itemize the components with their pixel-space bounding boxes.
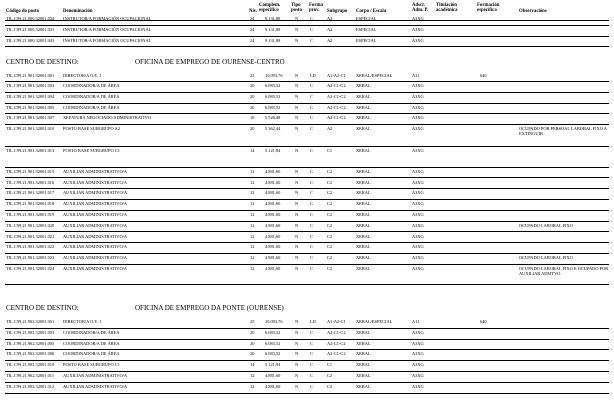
- cell-complemento: 6.083,52: [265, 104, 281, 110]
- cell-nivel: 12: [250, 211, 255, 217]
- row-divider: [5, 284, 609, 285]
- table-row: [0, 340, 614, 351]
- cell-codigo: TIL.C99.21.901.32001.017: [6, 190, 55, 196]
- cell-codigo: TIL.C99.21.902.32001.011: [6, 373, 55, 378]
- table-row: [0, 200, 614, 211]
- cell-complemento: 6.083,52: [265, 93, 281, 99]
- cell-codigo: TIL.C99.21.901.32001.021: [6, 233, 55, 239]
- table-row: [0, 37, 614, 48]
- cell-corpo: XERAL: [356, 201, 371, 207]
- cell-forma: C: [310, 329, 313, 335]
- cell-denom: POSTO BASE SUBGRUPO A2: [63, 126, 120, 132]
- cell-tipo: N: [295, 83, 299, 88]
- cell-adscr: A3XG: [412, 211, 424, 217]
- cell-denom: INSTRUTOR/A FORMACIÓN OCUPACIONAL: [63, 16, 152, 21]
- cell-nivel: 12: [250, 265, 255, 271]
- cell-corpo: XERAL: [356, 265, 371, 271]
- cell-subgrupo: C1: [327, 362, 333, 368]
- cell-codigo: TIL.C99.21.902.32001.005: [6, 340, 55, 346]
- table-row: [0, 82, 614, 93]
- cell-denom: AUXILIAR ADMINISTRATIVO/A: [63, 383, 128, 389]
- cell-forma: C: [310, 351, 313, 357]
- cell-complemento: 4.881,60: [265, 255, 281, 261]
- cell-corpo: XERAL: [356, 373, 371, 378]
- cell-subgrupo: A2: [327, 16, 333, 21]
- cell-forma: C: [310, 179, 313, 185]
- cell-adscr: A3XG: [412, 233, 424, 239]
- cell-tipo: N: [295, 168, 299, 174]
- cell-tipo: N: [295, 244, 299, 250]
- cell-subgrupo: C2: [327, 222, 333, 228]
- header-complemento: Complem. específico: [259, 3, 281, 14]
- cell-corpo: ESPECIAL: [356, 16, 377, 21]
- cell-adscr: A3XG: [412, 351, 424, 357]
- table-row: [0, 125, 614, 147]
- cell-nivel: 25: [250, 73, 255, 78]
- cell-complemento: 5.121,84: [265, 362, 281, 368]
- cell-nivel: 12: [250, 179, 255, 185]
- cell-denom: DIRECTOR/A O.E. 1: [63, 319, 102, 324]
- cell-codigo: TIL.C99.21.901.32001.016: [6, 179, 55, 185]
- table-row: [0, 104, 614, 115]
- cell-forma: C: [310, 104, 313, 110]
- cell-subgrupo: C2: [327, 373, 333, 378]
- cell-complemento: 4.881,60: [265, 190, 281, 196]
- cell-subgrupo: A2-C1-C2: [327, 104, 346, 110]
- header-adscricion: Adscr. Adm. P.: [412, 3, 429, 14]
- table-row: [0, 243, 614, 254]
- cell-adscr: A3XG: [412, 244, 424, 250]
- cell-complemento: 4.881,60: [265, 211, 281, 217]
- cell-denom: AUXILIAR ADMINISTRATIVO/A: [63, 201, 128, 207]
- cell-nivel: 12: [250, 244, 255, 250]
- cell-denom: AUXILIAR ADMINISTRATIVO/A: [63, 265, 128, 271]
- cell-complemento: 9.131,88: [265, 37, 281, 43]
- header-denominacion: Denominación: [63, 9, 93, 14]
- cell-denom: AUXILIAR ADMINISTRATIVO/A: [63, 211, 128, 217]
- cell-codigo: TIL.C99.21.902.32001.003: [6, 329, 55, 335]
- cell-tipo: N: [295, 373, 299, 378]
- cell-complemento: 4.881,60: [265, 201, 281, 207]
- cell-complemento: 4.881,60: [265, 168, 281, 174]
- table-row: [0, 168, 614, 179]
- cell-corpo: XERAL: [356, 147, 371, 153]
- cell-codigo: TIL.C99.21.901.32001.023: [6, 255, 55, 261]
- cell-tipo: N: [295, 340, 299, 346]
- cell-forma: C: [310, 168, 313, 174]
- cell-codigo: TIL.C99.21.902.32001.006: [6, 351, 55, 357]
- centro-label: CENTRO DE DESTINO:: [6, 304, 79, 312]
- cell-codigo: TIL.C99.21.901.32001.007: [6, 115, 55, 121]
- cell-nivel: 24: [250, 26, 255, 32]
- table-row: [0, 265, 614, 285]
- cell-adscr: A3XG: [412, 190, 424, 196]
- cell-complemento: 6.083,52: [265, 329, 281, 335]
- cell-nivel: 20: [250, 329, 255, 335]
- cell-forma: LD: [310, 319, 316, 324]
- cell-subgrupo: C2: [327, 265, 333, 271]
- table-row: [0, 361, 614, 372]
- header-observaciones: Observacións: [519, 9, 547, 14]
- cell-complemento: 4.881,60: [265, 244, 281, 250]
- cell-forma: C: [310, 83, 313, 88]
- table-row: [0, 350, 614, 361]
- cell-forma: C: [310, 201, 313, 207]
- cell-tipo: N: [295, 16, 299, 21]
- cell-corpo: XERAL: [356, 233, 371, 239]
- centro-name: OFICINA DE EMPREGO DE OURENSE-CENTRO: [135, 58, 285, 66]
- cell-subgrupo: A2-C1-C2: [327, 115, 346, 121]
- cell-adscr: A3XG: [412, 222, 424, 228]
- cell-complemento: 10.093,76: [265, 73, 283, 78]
- cell-tipo: N: [295, 255, 299, 261]
- cell-denom: COORDINADOR/A DE ÁREA: [63, 329, 120, 335]
- cell-tipo: N: [295, 319, 299, 324]
- cell-denom: COORDINADOR/A DE ÁREA: [63, 104, 120, 110]
- cell-denom: COORDINADOR/A DE ÁREA: [63, 93, 120, 99]
- table-row: [0, 114, 614, 125]
- cell-subgrupo: A2-C1-C2: [327, 93, 346, 99]
- header-corpo: Corpo / Escala: [356, 9, 387, 14]
- cell-nivel: 20: [250, 351, 255, 357]
- cell-adscr: A3XG: [412, 168, 424, 174]
- cell-complemento: 4.881,60: [265, 179, 281, 185]
- cell-forma: C: [310, 16, 313, 21]
- cell-nivel: 12: [250, 222, 255, 228]
- cell-codigo: TIL.C99.21.000.32001.041: [6, 26, 55, 32]
- cell-denom: AUXILIAR ADMINISTRATIVO/A: [63, 244, 128, 250]
- cell-subgrupo: A2: [327, 37, 333, 43]
- cell-codigo: TIL.C99.21.901.32001.020: [6, 222, 55, 228]
- table-row: [0, 329, 614, 340]
- cell-subgrupo: C2: [327, 190, 333, 196]
- cell-corpo: ESPECIAL: [356, 26, 377, 32]
- cell-adscr: A3XG: [412, 201, 424, 207]
- cell-tipo: N: [295, 93, 299, 99]
- cell-corpo: XERAL: [356, 83, 371, 88]
- cell-denom: AUXILIAR ADMINISTRATIVO/A: [63, 233, 128, 239]
- cell-codigo: TIL.C99.21.902.32001.010: [6, 362, 55, 368]
- cell-forma: C: [310, 37, 313, 43]
- cell-complemento: 9.131,88: [265, 26, 281, 32]
- cell-subgrupo: C2: [327, 179, 333, 185]
- cell-forma: C: [310, 115, 313, 121]
- header-formacion: Formación específica: [477, 3, 500, 14]
- cell-nivel: 12: [250, 168, 255, 174]
- cell-corpo: XERAL/ESPECIAL: [356, 319, 393, 324]
- cell-corpo: XERAL: [356, 211, 371, 217]
- cell-complemento: 6.083,52: [265, 83, 281, 88]
- cell-complemento: 5.362,44: [265, 126, 281, 132]
- cell-forma: C: [310, 126, 313, 132]
- table-row: [0, 179, 614, 190]
- header-nivel: Nív.: [249, 9, 258, 14]
- cell-adscr: A3XG: [412, 26, 424, 32]
- cell-corpo: XERAL: [356, 190, 371, 196]
- cell-nivel: 20: [250, 83, 255, 88]
- cell-formacion: 640: [480, 319, 487, 324]
- cell-codigo: TIL.C99.21.902.32001.012: [6, 383, 55, 389]
- cell-adscr: A3XG: [412, 373, 424, 378]
- cell-subgrupo: A2-C1-C2: [327, 340, 346, 346]
- cell-forma: C: [310, 26, 313, 32]
- cell-denom: POSTO BASE SUBGRUPO C1: [63, 147, 120, 153]
- cell-forma: C: [310, 340, 313, 346]
- cell-codigo: TIL.C99.21.901.32001.003: [6, 83, 55, 88]
- cell-subgrupo: C1: [327, 147, 333, 153]
- table-row: [0, 254, 614, 265]
- cell-adscr: A3XG: [412, 37, 424, 43]
- cell-forma: LD: [310, 73, 316, 78]
- cell-tipo: N: [295, 329, 299, 335]
- cell-codigo: TIL.C99.21.000.32001.034: [6, 16, 55, 21]
- cell-obs: OCUPADO LABORAL FIXO E OCUPADO POR AUXILIAR ADMTVO.: [519, 265, 609, 276]
- cell-denom: DIRECTOR/A O.E. 1: [63, 73, 102, 78]
- cell-forma: C: [310, 222, 313, 228]
- cell-corpo: XERAL: [356, 222, 371, 228]
- cell-tipo: N: [295, 179, 299, 185]
- cell-codigo: TIL.C99.21.902.32001.001: [6, 319, 55, 324]
- cell-codigo: TIL.C99.21.901.32001.019: [6, 211, 55, 217]
- table-row: [0, 93, 614, 104]
- table-row: [0, 189, 614, 200]
- cell-subgrupo: A2-C1-C2: [327, 351, 346, 357]
- cell-corpo: XERAL: [356, 351, 371, 357]
- cell-tipo: N: [295, 222, 299, 228]
- cell-tipo: N: [295, 115, 299, 121]
- cell-denom: AUXILIAR ADMINISTRATIVO/A: [63, 373, 128, 378]
- cell-nivel: 24: [250, 16, 255, 21]
- cell-tipo: N: [295, 383, 299, 389]
- centro-destino-heading: [5, 58, 609, 70]
- cell-corpo: XERAL: [356, 93, 371, 99]
- cell-corpo: XERAL: [356, 244, 371, 250]
- cell-forma: C: [310, 233, 313, 239]
- cell-adscr: A3XG: [412, 255, 424, 261]
- cell-nivel: 20: [250, 340, 255, 346]
- cell-complemento: 6.083,52: [265, 340, 281, 346]
- cell-nivel: 20: [250, 104, 255, 110]
- cell-nivel: 12: [250, 190, 255, 196]
- cell-adscr: A3XG: [412, 265, 424, 271]
- cell-denom: INSTRUTOR/A FORMACIÓN OCUPACIONAL: [63, 37, 152, 43]
- cell-tipo: N: [295, 37, 299, 43]
- cell-forma: C: [310, 265, 313, 271]
- cell-tipo: N: [295, 73, 299, 78]
- cell-subgrupo: C2: [327, 211, 333, 217]
- cell-subgrupo: C2: [327, 233, 333, 239]
- header-tipo: Tipo posto: [291, 3, 302, 14]
- cell-denom: COORDINADOR/A DE ÁREA: [63, 83, 120, 88]
- cell-nivel: 14: [250, 362, 255, 368]
- table-row: [0, 26, 614, 37]
- cell-nivel: 12: [250, 233, 255, 239]
- cell-adscr: A11: [412, 73, 420, 78]
- cell-denom: COORDINADOR/A DE ÁREA: [63, 340, 120, 346]
- cell-codigo: TIL.C99.21.901.32001.015: [6, 168, 55, 174]
- cell-corpo: XERAL: [356, 115, 371, 121]
- row-divider: [5, 393, 609, 394]
- table-row: [0, 72, 614, 82]
- header-forma: Forma prov.: [309, 3, 323, 14]
- cell-codigo: TIL.C99.21.901.32001.018: [6, 201, 55, 207]
- cell-corpo: XERAL: [356, 126, 371, 132]
- cell-forma: C: [310, 190, 313, 196]
- cell-obs: OCUPADO LABORAL FIXO: [519, 222, 573, 228]
- cell-denom: AUXILIAR ADMINISTRATIVO/A: [63, 168, 128, 174]
- cell-complemento: 5.121,84: [265, 147, 281, 153]
- cell-complemento: 4.881,60: [265, 222, 281, 228]
- header-subgrupo: Subgrupo: [327, 9, 348, 14]
- centro-destino-heading: [5, 304, 609, 316]
- row-divider: [5, 46, 609, 47]
- cell-forma: C: [310, 147, 313, 153]
- cell-subgrupo: C2: [327, 201, 333, 207]
- cell-adscr: A3XG: [412, 362, 424, 368]
- cell-codigo: TIL.C99.21.901.32001.005: [6, 104, 55, 110]
- cell-tipo: N: [295, 190, 299, 196]
- cell-adscr: A3XG: [412, 383, 424, 389]
- cell-complemento: 6.083,52: [265, 351, 281, 357]
- cell-corpo: XERAL: [356, 383, 371, 389]
- centro-label: CENTRO DE DESTINO:: [6, 58, 79, 66]
- cell-formacion: 640: [480, 73, 487, 78]
- cell-subgrupo: A2-C1-C2: [327, 329, 346, 335]
- cell-adscr: A3XG: [412, 16, 424, 21]
- table-row: [0, 211, 614, 222]
- header-codigo: Código do posto: [6, 9, 40, 14]
- cell-adscr: A3XG: [412, 340, 424, 346]
- cell-denom: INSTRUTOR/A FORMACIÓN OCUPACIONAL: [63, 26, 152, 32]
- cell-complemento: 4.881,60: [265, 383, 281, 389]
- cell-corpo: XERAL: [356, 179, 371, 185]
- centro-name: OFICINA DE EMPREGO DA PONTE (OURENSE): [135, 304, 284, 312]
- cell-corpo: XERAL: [356, 329, 371, 335]
- cell-nivel: 20: [250, 93, 255, 99]
- cell-adscr: A3XG: [412, 83, 424, 88]
- table-row: [0, 147, 614, 168]
- cell-forma: C: [310, 373, 313, 378]
- table-row: [0, 233, 614, 244]
- cell-corpo: XERAL: [356, 168, 371, 174]
- cell-corpo: XERAL: [356, 255, 371, 261]
- cell-codigo: TIL.C99.21.901.32001.013: [6, 147, 55, 153]
- cell-subgrupo: A2-C1-C2: [327, 83, 346, 88]
- cell-adscr: A3XG: [412, 93, 424, 99]
- cell-complemento: 10.093,76: [265, 319, 283, 324]
- cell-complemento: 5.526,48: [265, 115, 281, 121]
- cell-adscr: A3XG: [412, 329, 424, 335]
- cell-corpo: XERAL: [356, 104, 371, 110]
- cell-nivel: 12: [250, 383, 255, 389]
- cell-complemento: 9.131,88: [265, 16, 281, 21]
- cell-tipo: N: [295, 26, 299, 32]
- cell-tipo: N: [295, 233, 299, 239]
- cell-tipo: N: [295, 211, 299, 217]
- cell-adscr: A3XG: [412, 126, 424, 132]
- cell-adscr: A3XG: [412, 104, 424, 110]
- cell-codigo: TIL.C99.21.901.32001.004: [6, 93, 55, 99]
- cell-tipo: N: [295, 362, 299, 368]
- cell-obs: OCUPADO POR PERSOAL LABORAL FIXO A EXTINGUIR: [519, 126, 607, 137]
- cell-denom: AUXILIAR ADMINISTRATIVO/A: [63, 190, 128, 196]
- cell-corpo: ESPECIAL: [356, 37, 377, 43]
- cell-codigo: TIL.C99.21.901.32001.010: [6, 126, 55, 132]
- cell-nivel: 20: [250, 126, 255, 132]
- cell-complemento: 4.881,60: [265, 265, 281, 271]
- cell-obs: OCUPADO LABORAL FIXO: [519, 255, 573, 261]
- cell-forma: C: [310, 244, 313, 250]
- cell-codigo: TIL.C99.21.000.32001.043: [6, 37, 55, 43]
- cell-codigo: TIL.C99.21.901.32001.022: [6, 244, 55, 250]
- cell-tipo: N: [295, 265, 299, 271]
- cell-tipo: N: [295, 351, 299, 357]
- cell-subgrupo: C2: [327, 244, 333, 250]
- cell-complemento: 4.881,60: [265, 373, 281, 378]
- cell-subgrupo: C2: [327, 255, 333, 261]
- cell-forma: C: [310, 211, 313, 217]
- cell-corpo: XERAL/ESPECIAL: [356, 73, 393, 78]
- cell-denom: XEFATURA NEGOCIADO ADMINISTRATIVO: [63, 115, 151, 121]
- cell-denom: POSTO BASE SUBGRUPO C1: [63, 362, 120, 368]
- cell-forma: C: [310, 362, 313, 368]
- cell-corpo: XERAL: [356, 340, 371, 346]
- table-row: [0, 15, 614, 26]
- cell-complemento: 4.881,60: [265, 233, 281, 239]
- cell-denom: COORDINADOR/A DE ÁREA: [63, 351, 120, 357]
- cell-tipo: N: [295, 104, 299, 110]
- cell-nivel: 24: [250, 37, 255, 43]
- cell-subgrupo: A2: [327, 126, 333, 132]
- cell-corpo: XERAL: [356, 362, 371, 368]
- cell-nivel: 12: [250, 255, 255, 261]
- cell-forma: C: [310, 255, 313, 261]
- cell-adscr: A11: [412, 319, 420, 324]
- cell-nivel: 12: [250, 373, 255, 378]
- cell-codigo: TIL.C99.21.901.32001.024: [6, 265, 55, 271]
- table-row: [0, 222, 614, 233]
- table-row: [0, 318, 614, 329]
- cell-adscr: A3XG: [412, 147, 424, 153]
- cell-nivel: 16: [250, 115, 255, 121]
- cell-adscr: A3XG: [412, 179, 424, 185]
- cell-denom: AUXILIAR ADMINISTRATIVO/A: [63, 179, 128, 185]
- cell-denom: AUXILIAR ADMINISTRATIVO/A: [63, 255, 128, 261]
- cell-subgrupo: A2: [327, 26, 333, 32]
- cell-tipo: N: [295, 201, 299, 207]
- cell-nivel: 12: [250, 201, 255, 207]
- cell-forma: C: [310, 383, 313, 389]
- cell-codigo: TIL.C99.21.901.32001.001: [6, 73, 55, 78]
- header-titulacion: Titulación académica: [436, 3, 458, 14]
- cell-denom: AUXILIAR ADMINISTRATIVO/A: [63, 222, 128, 228]
- cell-tipo: N: [295, 126, 299, 132]
- cell-adscr: A3XG: [412, 115, 424, 121]
- table-row: [0, 372, 614, 383]
- cell-subgrupo: C2: [327, 383, 333, 389]
- cell-nivel: 14: [250, 147, 255, 153]
- cell-tipo: N: [295, 147, 299, 153]
- cell-subgrupo: A1-A2-C1: [327, 319, 346, 324]
- cell-forma: C: [310, 93, 313, 99]
- cell-nivel: 25: [250, 319, 255, 324]
- table-row: [0, 383, 614, 394]
- cell-subgrupo: C2: [327, 168, 333, 174]
- cell-subgrupo: A1-A2-C1: [327, 73, 346, 78]
